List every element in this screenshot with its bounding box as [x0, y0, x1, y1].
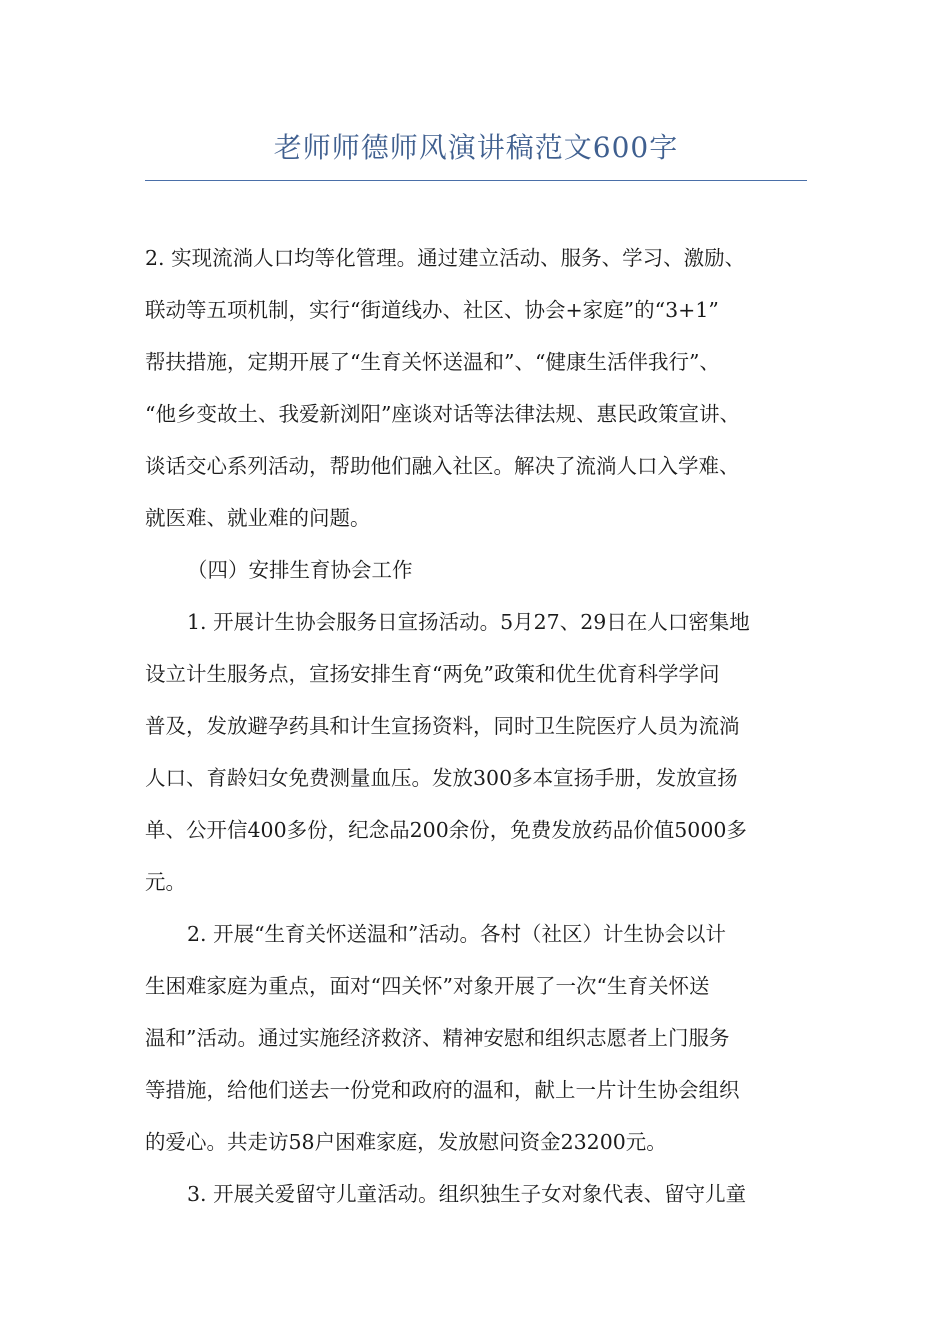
text-line: 生困难家庭为重点，面对“四关怀”对象开展了一次“生育关怀送	[145, 974, 710, 998]
text-line: （四）安排生育协会工作	[187, 558, 413, 582]
text-line: 单、公开信400多份，纪念品200余份，免费发放药品价值5000多	[145, 818, 747, 842]
paragraph-service-day	[145, 596, 821, 908]
text-line: 2. 开展“生育关怀送温和”活动。各村（社区）计生协会以计	[187, 922, 727, 946]
document-title: 老师师德师风演讲稿范文600字	[273, 131, 679, 164]
text-line: 温和”活动。通过实施经济救济、精神安慰和组织志愿者上门服务	[145, 1026, 730, 1050]
text-line: 等措施，给他们送去一份党和政府的温和，献上一片计生协会组织	[145, 1078, 740, 1102]
document-body	[145, 232, 821, 1220]
text-line: 普及，发放避孕药具和计生宣扬资料，同时卫生院医疗人员为流淌	[145, 714, 740, 738]
paragraph-care-activity	[145, 908, 821, 1168]
paragraph-left-behind-children	[145, 1168, 821, 1220]
text-line: “他乡变故土、我爱新浏阳”座谈对话等法律法规、惠民政策宣讲、	[145, 402, 740, 426]
section-heading	[145, 544, 821, 596]
text-line: 谈话交心系列活动，帮助他们融入社区。解决了流淌人口入学难、	[145, 454, 740, 478]
text-line: 设立计生服务点，宣扬安排生育“两免”政策和优生优育科学学问	[145, 662, 720, 686]
title-underline	[145, 180, 807, 181]
text-line: 就医难、就业难的问题。	[145, 506, 371, 530]
text-line: 的爱心。共走访58户困难家庭，发放慰问资金23200元。	[145, 1130, 667, 1154]
text-line: 1. 开展计生协会服务日宣扬活动。5月27、29日在人口密集地	[187, 610, 750, 634]
text-line: 2. 实现流淌人口均等化管理。通过建立活动、服务、学习、激励、	[145, 246, 746, 270]
text-line: 元。	[145, 870, 186, 894]
text-line: 3. 开展关爱留守儿童活动。组织独生子女对象代表、留守儿童	[187, 1182, 747, 1206]
text-line: 联动等五项机制，实行“街道线办、社区、协会+家庭”的“3+1”	[145, 298, 719, 322]
paragraph-floating-population	[145, 232, 821, 544]
text-line: 帮扶措施，定期开展了“生育关怀送温和”、“健康生活伴我行”、	[145, 350, 720, 374]
text-line: 人口、育龄妇女免费测量血压。发放300多本宣扬手册，发放宣扬	[145, 766, 738, 790]
